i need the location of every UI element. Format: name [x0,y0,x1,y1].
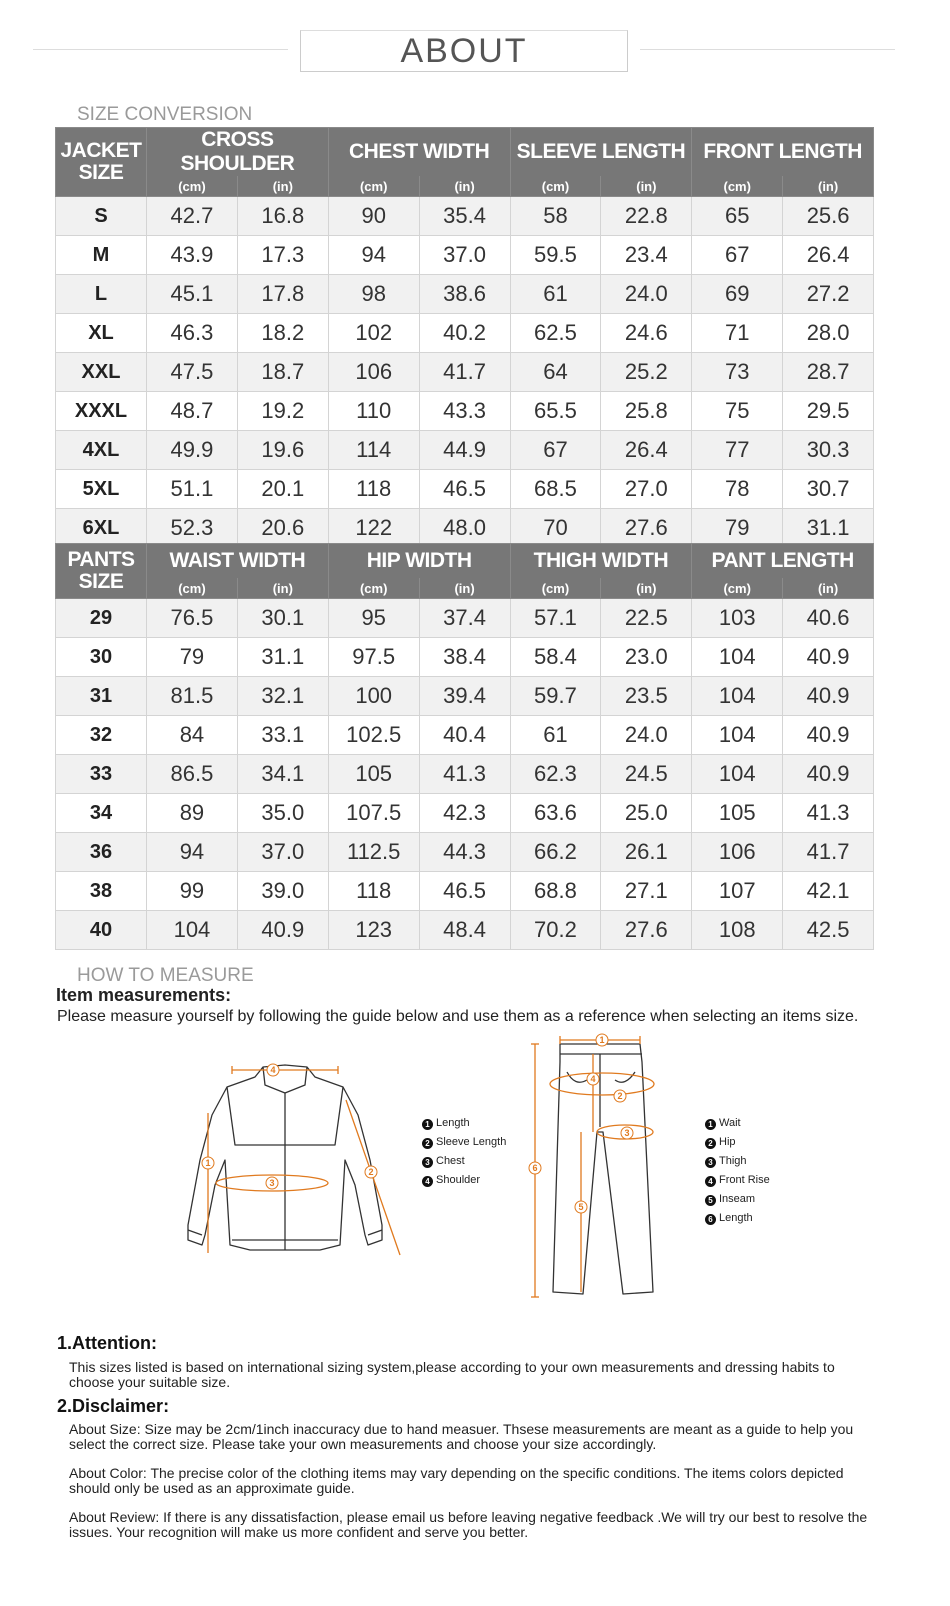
measurement-cell: 65.5 [510,392,601,431]
measurement-cell: 58 [510,197,601,236]
measurement-cell: 64 [510,353,601,392]
measurement-cell: 41.3 [783,794,874,833]
pants-marker-3: 3 [624,1128,630,1138]
measurement-cell: 27.1 [601,872,692,911]
pants-legend [705,1114,770,1228]
unit-label: (in) [237,176,328,197]
measurement-cell: 20.1 [237,470,328,509]
jacket-marker-1: 1 [205,1158,211,1168]
measurement-cell: 40.9 [783,755,874,794]
measurement-cell: 63.6 [510,794,601,833]
measurement-cell: 25.2 [601,353,692,392]
legend-item: 1 Wait [705,1114,770,1133]
jacket-marker-4: 4 [270,1065,276,1075]
measurement-cell: 31.1 [783,509,874,548]
measurement-cell: 103 [692,599,783,638]
measurement-cell: 37.0 [237,833,328,872]
measurement-cell: 46.5 [419,470,510,509]
pants-size-table [55,543,874,950]
measurement-cell: 104 [692,755,783,794]
measurement-cell: 51.1 [147,470,238,509]
size-label-cell: 38 [56,872,147,911]
measurement-cell: 23.5 [601,677,692,716]
table-row [56,353,874,392]
measurement-cell: 89 [147,794,238,833]
table-row [56,314,874,353]
pants-col-header: PANT LENGTH [692,544,874,579]
unit-label: (cm) [510,578,601,599]
measurement-cell: 110 [328,392,419,431]
measurement-cell: 118 [328,872,419,911]
measurement-cell: 68.8 [510,872,601,911]
legend-item: 1 Length [422,1114,506,1133]
measurement-cell: 41.7 [783,833,874,872]
measurement-cell: 39.4 [419,677,510,716]
measurement-cell: 27.6 [601,509,692,548]
measurement-cell: 34.1 [237,755,328,794]
measurement-cell: 61 [510,275,601,314]
size-label-cell: XXXL [56,392,147,431]
measurement-cell: 28.0 [783,314,874,353]
page-title: ABOUT [300,30,628,72]
unit-label: (cm) [328,578,419,599]
size-label-cell: M [56,236,147,275]
pants-size-header: PANTS SIZE [56,544,147,599]
measurement-cell: 40.9 [783,716,874,755]
measurement-cell: 38.6 [419,275,510,314]
measurement-cell: 97.5 [328,638,419,677]
unit-label: (in) [783,578,874,599]
legend-item: 6 Length [705,1209,770,1228]
pants-col-header: WAIST WIDTH [147,544,329,579]
measurement-cell: 27.2 [783,275,874,314]
measurement-cell: 41.7 [419,353,510,392]
measurement-cell: 78 [692,470,783,509]
measurement-cell: 86.5 [147,755,238,794]
table-row [56,677,874,716]
measurement-cell: 104 [692,716,783,755]
measurement-cell: 122 [328,509,419,548]
measurement-cell: 107.5 [328,794,419,833]
pants-marker-5: 5 [578,1202,584,1212]
measurement-cell: 68.5 [510,470,601,509]
measurement-cell: 41.3 [419,755,510,794]
measurement-cell: 30.7 [783,470,874,509]
measurement-cell: 29.5 [783,392,874,431]
measurement-cell: 38.4 [419,638,510,677]
measurement-cell: 94 [147,833,238,872]
measurement-cell: 43.9 [147,236,238,275]
measurement-cell: 123 [328,911,419,950]
measurement-cell: 25.0 [601,794,692,833]
pants-marker-4: 4 [590,1074,596,1084]
measurement-cell: 76.5 [147,599,238,638]
size-label-cell: 29 [56,599,147,638]
legend-item: 4 Shoulder [422,1171,506,1190]
measurement-cell: 67 [692,236,783,275]
pants-diagram [525,1032,665,1302]
unit-label: (cm) [510,176,601,197]
header-divider-left [33,49,288,50]
pants-col-header: THIGH WIDTH [510,544,692,579]
unit-label: (in) [783,176,874,197]
measurement-cell: 30.3 [783,431,874,470]
measurement-cell: 33.1 [237,716,328,755]
size-label-cell: L [56,275,147,314]
measurement-cell: 59.7 [510,677,601,716]
measurement-cell: 23.4 [601,236,692,275]
measurement-cell: 25.8 [601,392,692,431]
measurement-cell: 20.6 [237,509,328,548]
measurement-cell: 104 [692,638,783,677]
measurement-cell: 118 [328,470,419,509]
pants-header-row [56,544,874,579]
table-row [56,392,874,431]
measurement-cell: 44.9 [419,431,510,470]
unit-label: (cm) [692,176,783,197]
pants-marker-1: 1 [599,1035,605,1045]
measurement-cell: 70 [510,509,601,548]
measurement-cell: 17.8 [237,275,328,314]
size-label-cell: XXL [56,353,147,392]
table-row [56,794,874,833]
table-row [56,509,874,548]
measurement-cell: 25.6 [783,197,874,236]
pants-unit-row [56,578,874,599]
measurement-cell: 61 [510,716,601,755]
measurement-cell: 84 [147,716,238,755]
item-measurements-description: Please measure yourself by following the guide below and use them as a reference when selecting an items size. [57,1008,859,1025]
measurement-cell: 40.6 [783,599,874,638]
measurement-cell: 23.0 [601,638,692,677]
measurement-cell: 39.0 [237,872,328,911]
item-measurements-title: Item measurements: [56,985,232,1005]
table-row [56,431,874,470]
measurement-cell: 112.5 [328,833,419,872]
measurement-cell: 26.1 [601,833,692,872]
measurement-cell: 73 [692,353,783,392]
disclaimer-title: 2.Disclaimer: [57,1396,170,1416]
measurement-cell: 31.1 [237,638,328,677]
unit-label: (in) [419,176,510,197]
measurement-cell: 49.9 [147,431,238,470]
disclaimer-review: About Review: If there is any dissatisfaction, please email us before leaving negative feedback .We will try our best to resolve the issues. Your recognition will make us more confident and serve you better. [69,1509,868,1540]
measurement-cell: 52.3 [147,509,238,548]
size-label-cell: 32 [56,716,147,755]
measurement-cell: 27.6 [601,911,692,950]
measurement-cell: 40.9 [783,677,874,716]
size-label-cell: 6XL [56,509,147,548]
size-label-cell: 34 [56,794,147,833]
legend-item: 2 Hip [705,1133,770,1152]
unit-label: (in) [419,578,510,599]
measurement-cell: 44.3 [419,833,510,872]
measurement-cell: 94 [328,236,419,275]
table-row [56,872,874,911]
measurement-cell: 37.4 [419,599,510,638]
measurement-cell: 67 [510,431,601,470]
measurement-cell: 106 [328,353,419,392]
measurement-cell: 70.2 [510,911,601,950]
size-label-cell: 33 [56,755,147,794]
measurement-cell: 79 [692,509,783,548]
measurement-cell: 40.2 [419,314,510,353]
jacket-diagram [160,1055,410,1270]
measurement-cell: 100 [328,677,419,716]
jacket-marker-3: 3 [269,1178,275,1188]
measurement-cell: 71 [692,314,783,353]
measurement-cell: 22.8 [601,197,692,236]
measurement-cell: 40.4 [419,716,510,755]
measurement-cell: 105 [692,794,783,833]
how-to-measure-label: HOW TO MEASURE [77,965,254,986]
jacket-col-header: SLEEVE LENGTH [510,128,692,177]
table-row [56,599,874,638]
pants-col-header: HIP WIDTH [328,544,510,579]
measurement-cell: 59.5 [510,236,601,275]
measurement-cell: 42.1 [783,872,874,911]
measurement-cell: 62.3 [510,755,601,794]
jacket-size-table [55,127,874,548]
measurement-cell: 40.9 [783,638,874,677]
measurement-cell: 77 [692,431,783,470]
unit-label: (in) [601,578,692,599]
measurement-cell: 108 [692,911,783,950]
measurement-cell: 19.6 [237,431,328,470]
jacket-legend [422,1114,506,1190]
measurement-cell: 98 [328,275,419,314]
measurement-cell: 22.5 [601,599,692,638]
measurement-cell: 79 [147,638,238,677]
measurement-cell: 47.5 [147,353,238,392]
legend-item: 3 Chest [422,1152,506,1171]
measurement-cell: 45.1 [147,275,238,314]
measurement-cell: 66.2 [510,833,601,872]
jacket-unit-row [56,176,874,197]
table-row [56,716,874,755]
measurement-cell: 30.1 [237,599,328,638]
measurement-cell: 37.0 [419,236,510,275]
table-row [56,833,874,872]
measurement-cell: 105 [328,755,419,794]
measurement-cell: 104 [692,677,783,716]
measurement-cell: 62.5 [510,314,601,353]
measurement-cell: 58.4 [510,638,601,677]
jacket-col-header: CHEST WIDTH [328,128,510,177]
pants-marker-2: 2 [617,1091,623,1101]
measurement-cell: 27.0 [601,470,692,509]
legend-item: 2 Sleeve Length [422,1133,506,1152]
measurement-cell: 99 [147,872,238,911]
disclaimer-size: About Size: Size may be 2cm/1inch inaccuracy due to hand measuer. Thsese measurements are meant as a guide to help you select the correct size. Please take your own measurements and choose your size accordingly. [69,1421,854,1452]
size-label-cell: 36 [56,833,147,872]
measurement-cell: 65 [692,197,783,236]
measurement-cell: 114 [328,431,419,470]
measurement-cell: 42.7 [147,197,238,236]
measurement-cell: 104 [147,911,238,950]
legend-item: 3 Thigh [705,1152,770,1171]
table-row [56,638,874,677]
unit-label: (in) [601,176,692,197]
table-row [56,755,874,794]
size-conversion-label: SIZE CONVERSION [77,104,253,125]
jacket-header-row [56,128,874,177]
measurement-cell: 28.7 [783,353,874,392]
measurement-cell: 26.4 [783,236,874,275]
table-row [56,275,874,314]
measurement-cell: 57.1 [510,599,601,638]
measurement-cell: 32.1 [237,677,328,716]
jacket-col-header: FRONT LENGTH [692,128,874,177]
disclaimer-color: About Color: The precise color of the clothing items may vary depending on the specific conditions. The items colors depicted should only be used as an approximate guide. [69,1465,844,1496]
measurement-cell: 16.8 [237,197,328,236]
measurement-cell: 42.5 [783,911,874,950]
measurement-cell: 24.5 [601,755,692,794]
measurement-cell: 24.0 [601,275,692,314]
measurement-cell: 35.0 [237,794,328,833]
size-label-cell: 31 [56,677,147,716]
unit-label: (cm) [692,578,783,599]
table-row [56,236,874,275]
measurement-cell: 40.9 [237,911,328,950]
measurement-cell: 75 [692,392,783,431]
measurement-cell: 106 [692,833,783,872]
size-label-cell: 5XL [56,470,147,509]
measurement-cell: 90 [328,197,419,236]
measurement-cell: 18.7 [237,353,328,392]
measurement-cell: 107 [692,872,783,911]
size-label-cell: 40 [56,911,147,950]
measurement-cell: 48.7 [147,392,238,431]
size-label-cell: S [56,197,147,236]
measurement-cell: 48.0 [419,509,510,548]
attention-title: 1.Attention: [57,1333,157,1353]
attention-text: This sizes listed is based on international sizing system,please according to your own measurements and dressing habits to choose your suitable size. [69,1359,835,1390]
legend-item: 5 Inseam [705,1190,770,1209]
measurement-cell: 17.3 [237,236,328,275]
jacket-col-header: CROSS SHOULDER [147,128,329,177]
header-divider-right [640,49,895,50]
unit-label: (cm) [328,176,419,197]
table-row [56,911,874,950]
measurement-cell: 46.3 [147,314,238,353]
measurement-cell: 69 [692,275,783,314]
measurement-cell: 43.3 [419,392,510,431]
table-row [56,470,874,509]
table-row [56,197,874,236]
measurement-cell: 102 [328,314,419,353]
size-label-cell: 4XL [56,431,147,470]
pants-marker-6: 6 [532,1163,538,1173]
unit-label: (cm) [147,176,238,197]
jacket-size-header: JACKET SIZE [56,128,147,197]
measurement-cell: 18.2 [237,314,328,353]
measurement-cell: 24.6 [601,314,692,353]
jacket-marker-2: 2 [368,1167,374,1177]
legend-item: 4 Front Rise [705,1171,770,1190]
measurement-cell: 35.4 [419,197,510,236]
measurement-cell: 24.0 [601,716,692,755]
measurement-cell: 46.5 [419,872,510,911]
unit-label: (cm) [147,578,238,599]
measurement-cell: 42.3 [419,794,510,833]
measurement-cell: 81.5 [147,677,238,716]
measurement-cell: 102.5 [328,716,419,755]
measurement-cell: 95 [328,599,419,638]
size-label-cell: 30 [56,638,147,677]
size-label-cell: XL [56,314,147,353]
measurement-cell: 48.4 [419,911,510,950]
unit-label: (in) [237,578,328,599]
measurement-cell: 26.4 [601,431,692,470]
measurement-cell: 19.2 [237,392,328,431]
